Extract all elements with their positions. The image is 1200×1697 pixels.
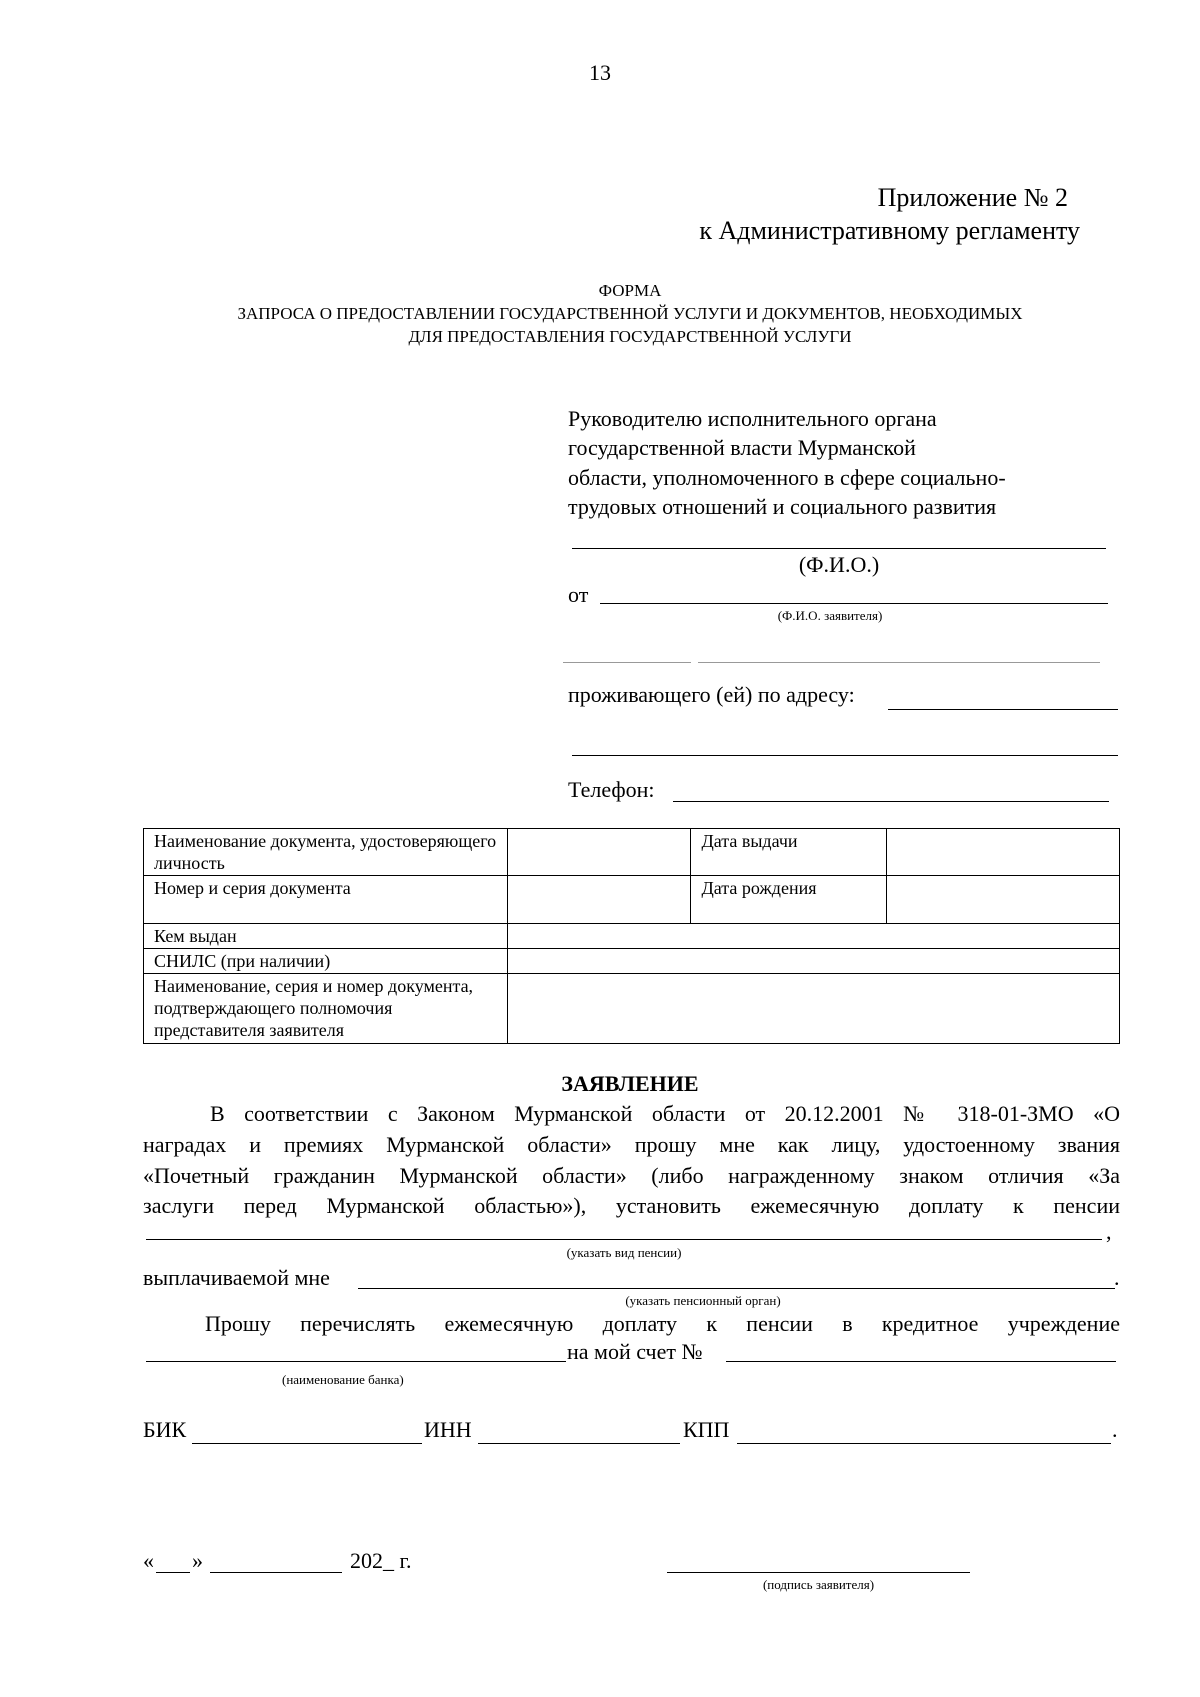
representative-doc-field[interactable] xyxy=(507,974,1119,1044)
addressee-line4: трудовых отношений и социального развития xyxy=(568,494,997,519)
phone-line[interactable] xyxy=(673,801,1109,802)
faint-line-right xyxy=(698,662,1100,663)
inn-line[interactable] xyxy=(478,1443,680,1444)
statement-p1-line3: «Почетный гражданин Мурманской области» (либо награжденному знаком отличия «За xyxy=(143,1163,1120,1188)
snils-field[interactable] xyxy=(507,949,1119,974)
issued-by-field[interactable] xyxy=(507,924,1119,949)
paid-period: . xyxy=(1114,1265,1120,1290)
doc-name-field[interactable] xyxy=(507,829,691,876)
form-title-line3: ДЛЯ ПРЕДОСТАВЛЕНИЯ ГОСУДАРСТВЕННОЙ УСЛУГИ xyxy=(408,327,852,346)
representative-doc-label: Наименование, серия и номер документа, подтверждающего полномочия представителя заявителя xyxy=(144,974,508,1044)
bik-line[interactable] xyxy=(192,1443,422,1444)
from-label: от xyxy=(568,582,589,607)
doc-name-label: Наименование документа, удостоверяющего личность xyxy=(144,829,508,876)
statement-p1-line4: заслуги перед Мурманской областью»), установить ежемесячную доплату к пенсии xyxy=(143,1193,1120,1218)
pension-body-caption: (указать пенсионный орган) xyxy=(625,1293,781,1308)
statement-p2-line1: Прошу перечислять ежемесячную доплату к пенсии в кредитное учреждение xyxy=(205,1311,1120,1336)
form-title-line2: ЗАПРОСА О ПРЕДОСТАВЛЕНИИ ГОСУДАРСТВЕННОЙ УСЛУГИ И ДОКУМЕНТОВ, НЕОБХОДИМЫХ xyxy=(237,304,1023,323)
account-label: на мой счет № xyxy=(567,1339,703,1364)
faint-line-left xyxy=(563,662,691,663)
pension-type-caption: (указать вид пенсии) xyxy=(566,1245,682,1260)
applicant-caption: (Ф.И.О. заявителя) xyxy=(777,608,883,623)
fio-caption: (Ф.И.О.) xyxy=(798,552,880,577)
statement-title: ЗАЯВЛЕНИЕ xyxy=(561,1071,699,1096)
doc-number-label: Номер и серия документа xyxy=(144,876,508,924)
birth-date-label: Дата рождения xyxy=(691,876,887,924)
statement-p1-line2: наградах и премиях Мурманской области» прошу мне как лицу, удостоенному звания xyxy=(143,1132,1120,1157)
date-year: 202_ г. xyxy=(350,1548,412,1573)
id-document-table xyxy=(143,828,1120,1044)
date-day-line[interactable] xyxy=(156,1572,190,1573)
date-month-line[interactable] xyxy=(210,1572,342,1573)
addressee-line2: государственной власти Мурманской xyxy=(568,435,916,460)
pension-body-line[interactable] xyxy=(358,1288,1115,1289)
signature-line[interactable] xyxy=(667,1572,970,1573)
birth-date-field[interactable] xyxy=(887,876,1120,924)
date-quote-open: « xyxy=(143,1548,154,1573)
appendix-line2: к Административному регламенту xyxy=(699,216,1080,245)
kpp-period: . xyxy=(1112,1417,1118,1442)
pension-type-line[interactable] xyxy=(146,1239,1102,1240)
inn-label: ИНН xyxy=(424,1417,472,1442)
issue-date-field[interactable] xyxy=(887,829,1120,876)
bik-label: БИК xyxy=(143,1417,187,1442)
addressee-line1: Руководителю исполнительного органа xyxy=(568,406,937,431)
snils-label: СНИЛС (при наличии) xyxy=(144,949,508,974)
statement-p1-line1: В соответствии с Законом Мурманской области от 20.12.2001 № 318-01-ЗМО «О xyxy=(210,1101,1120,1126)
address-label: проживающего (ей) по адресу: xyxy=(568,682,855,707)
official-name-line[interactable] xyxy=(572,548,1106,549)
paid-label: выплачиваемой мне xyxy=(143,1265,330,1290)
address-line-1[interactable] xyxy=(888,709,1118,710)
addressee-line3: области, уполномоченного в сфере социально- xyxy=(568,465,1006,490)
kpp-line[interactable] xyxy=(737,1443,1111,1444)
page-number: 13 xyxy=(589,60,611,85)
form-title-line1: ФОРМА xyxy=(598,281,662,300)
issued-by-label: Кем выдан xyxy=(144,924,508,949)
account-number-line[interactable] xyxy=(726,1361,1116,1362)
kpp-label: КПП xyxy=(683,1417,730,1442)
appendix-line1: Приложение № 2 xyxy=(877,183,1068,212)
bank-caption: (наименование банка) xyxy=(282,1372,404,1387)
phone-label: Телефон: xyxy=(568,777,655,802)
signature-caption: (подпись заявителя) xyxy=(762,1577,875,1592)
address-line-2[interactable] xyxy=(572,755,1118,756)
bank-name-line[interactable] xyxy=(146,1361,566,1362)
doc-number-field[interactable] xyxy=(507,876,691,924)
applicant-name-line[interactable] xyxy=(600,603,1108,604)
issue-date-label: Дата выдачи xyxy=(691,829,887,876)
pension-type-comma: , xyxy=(1106,1219,1112,1244)
date-quote-close: » xyxy=(192,1548,203,1573)
